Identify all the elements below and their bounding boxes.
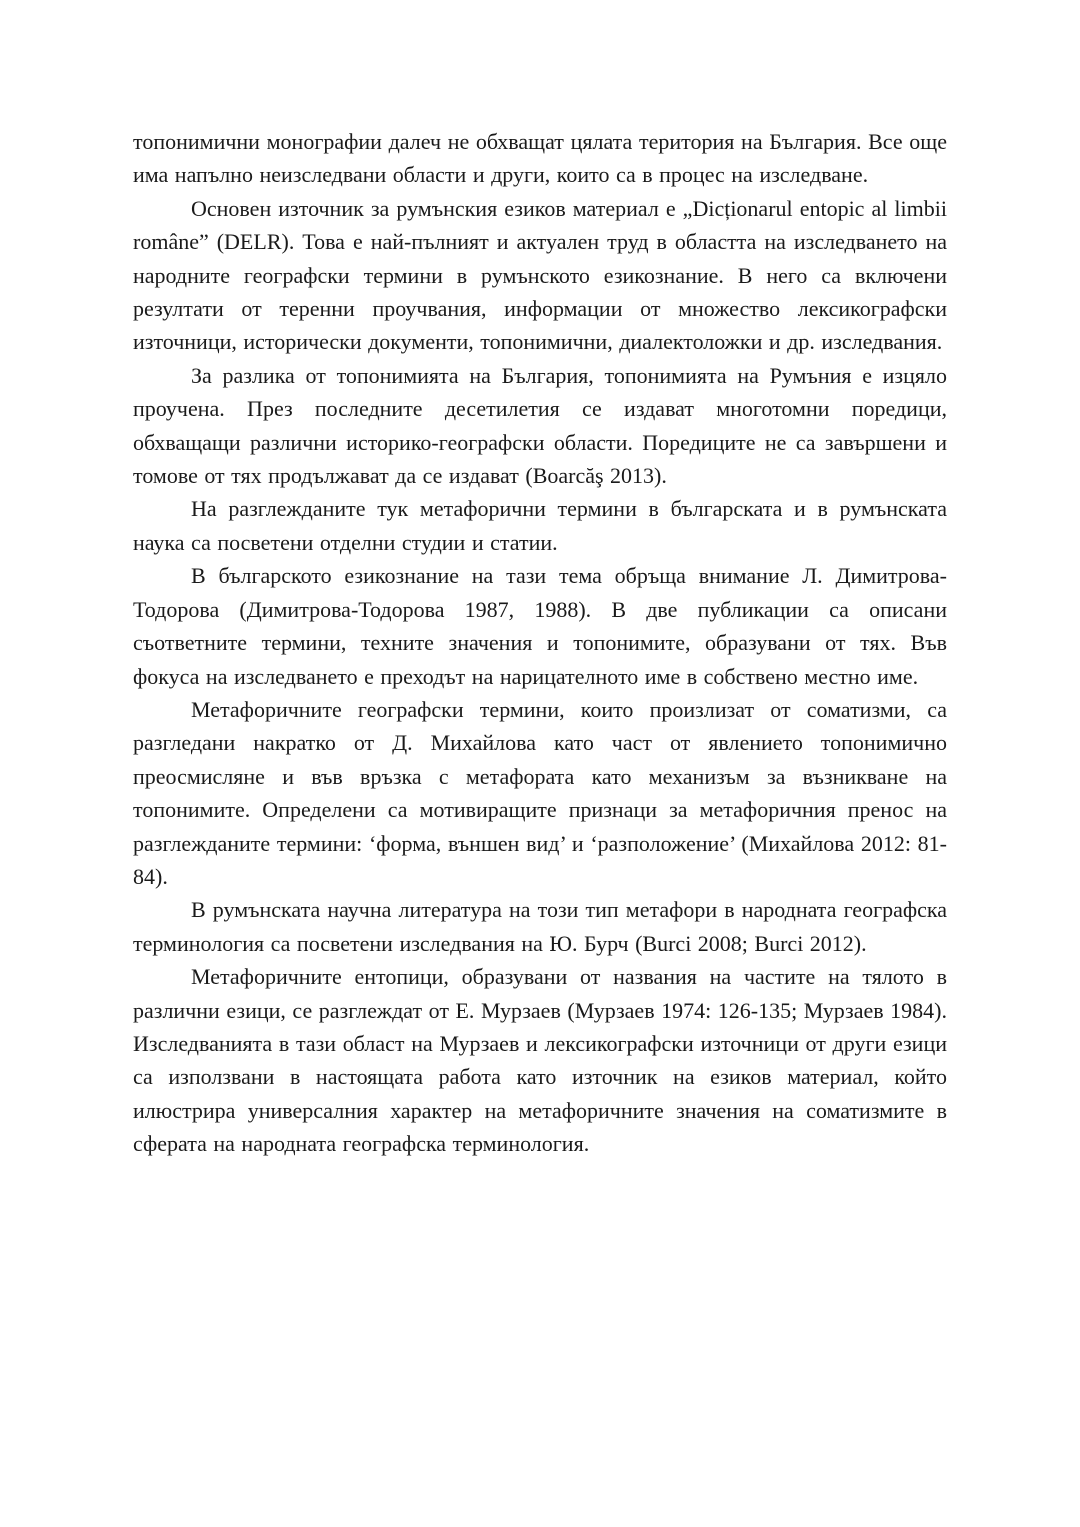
paragraph: Метафоричните ентопици, образувани от названия на частите на тялото в различни езици, се разглеждат от Е. Мурзаев (Мурзаев 1974: 126-135; Мурзаев 1984). Изследванията в тази област на Мурзаев и лексикографски източници от други езици са използвани в настоящата работа като източник на езиков материал, който илюстрира универсалния характер на метафоричните значения на соматизмите в сферата на народната географска терминология. [133, 964, 947, 1157]
paragraph: Метафоричните географски термини, които произлизат от соматизми, са разгледани накратко от Д. Михайлова като част от явлението топонимично преосмисляне и във връзка с метафората като механизъм за възникване на топонимите. Определени са мотивиращите признаци за метафоричния пренос на разглежданите термини: ‘форма, външен вид’ и ‘разположение’ (Михайлова 2012: 81-84). [133, 696, 947, 889]
page-text-block [133, 125, 947, 1161]
paragraph-continuation: топонимични монографии далеч не обхващат цялата територия на България. Все още има напълно неизследвани области и други, които са в процес на изследване. [133, 129, 947, 188]
paragraph: За разлика от топонимията на България, топонимията на Румъния е изцяло проучена. През последните десетилетия се издават многотомни поредици, обхващащи различни историко-географски области. Поредиците не са завършени и томове от тях продължават да се издават (Boarcăş 2013). [133, 362, 947, 489]
paragraph: На разглежданите тук метафорични термини в българската и в румънската наука са посветени отделни студии и статии. [133, 496, 947, 555]
paragraph: В румънската научна литература на този тип метафори в народната географска терминология са посветени изследвания на Ю. Бурч (Burci 2008; Burci 2012). [133, 897, 947, 956]
paragraph: Основен източник за румънския езиков материал е „Dicționarul entopic al limbii române” (DELR). Това е най-пълният и актуален труд в областта на изследването на народните географски термини в румънското езикознание. В него са включени резултати от теренни проучвания, информации от множество лексикографски източници, исторически документи, топонимични, диалектоложки и др. изследвания. [133, 195, 947, 355]
paragraph: В българското езикознание на тази тема обръща внимание Л. Димитрова-Тодорова (Димитрова-Тодорова 1987, 1988). В две публикации са описани съответните термини, техните значения и топонимите, образувани от тях. Във фокуса на изследването е преходът на нарицателното име в собствено местно име. [133, 563, 947, 689]
